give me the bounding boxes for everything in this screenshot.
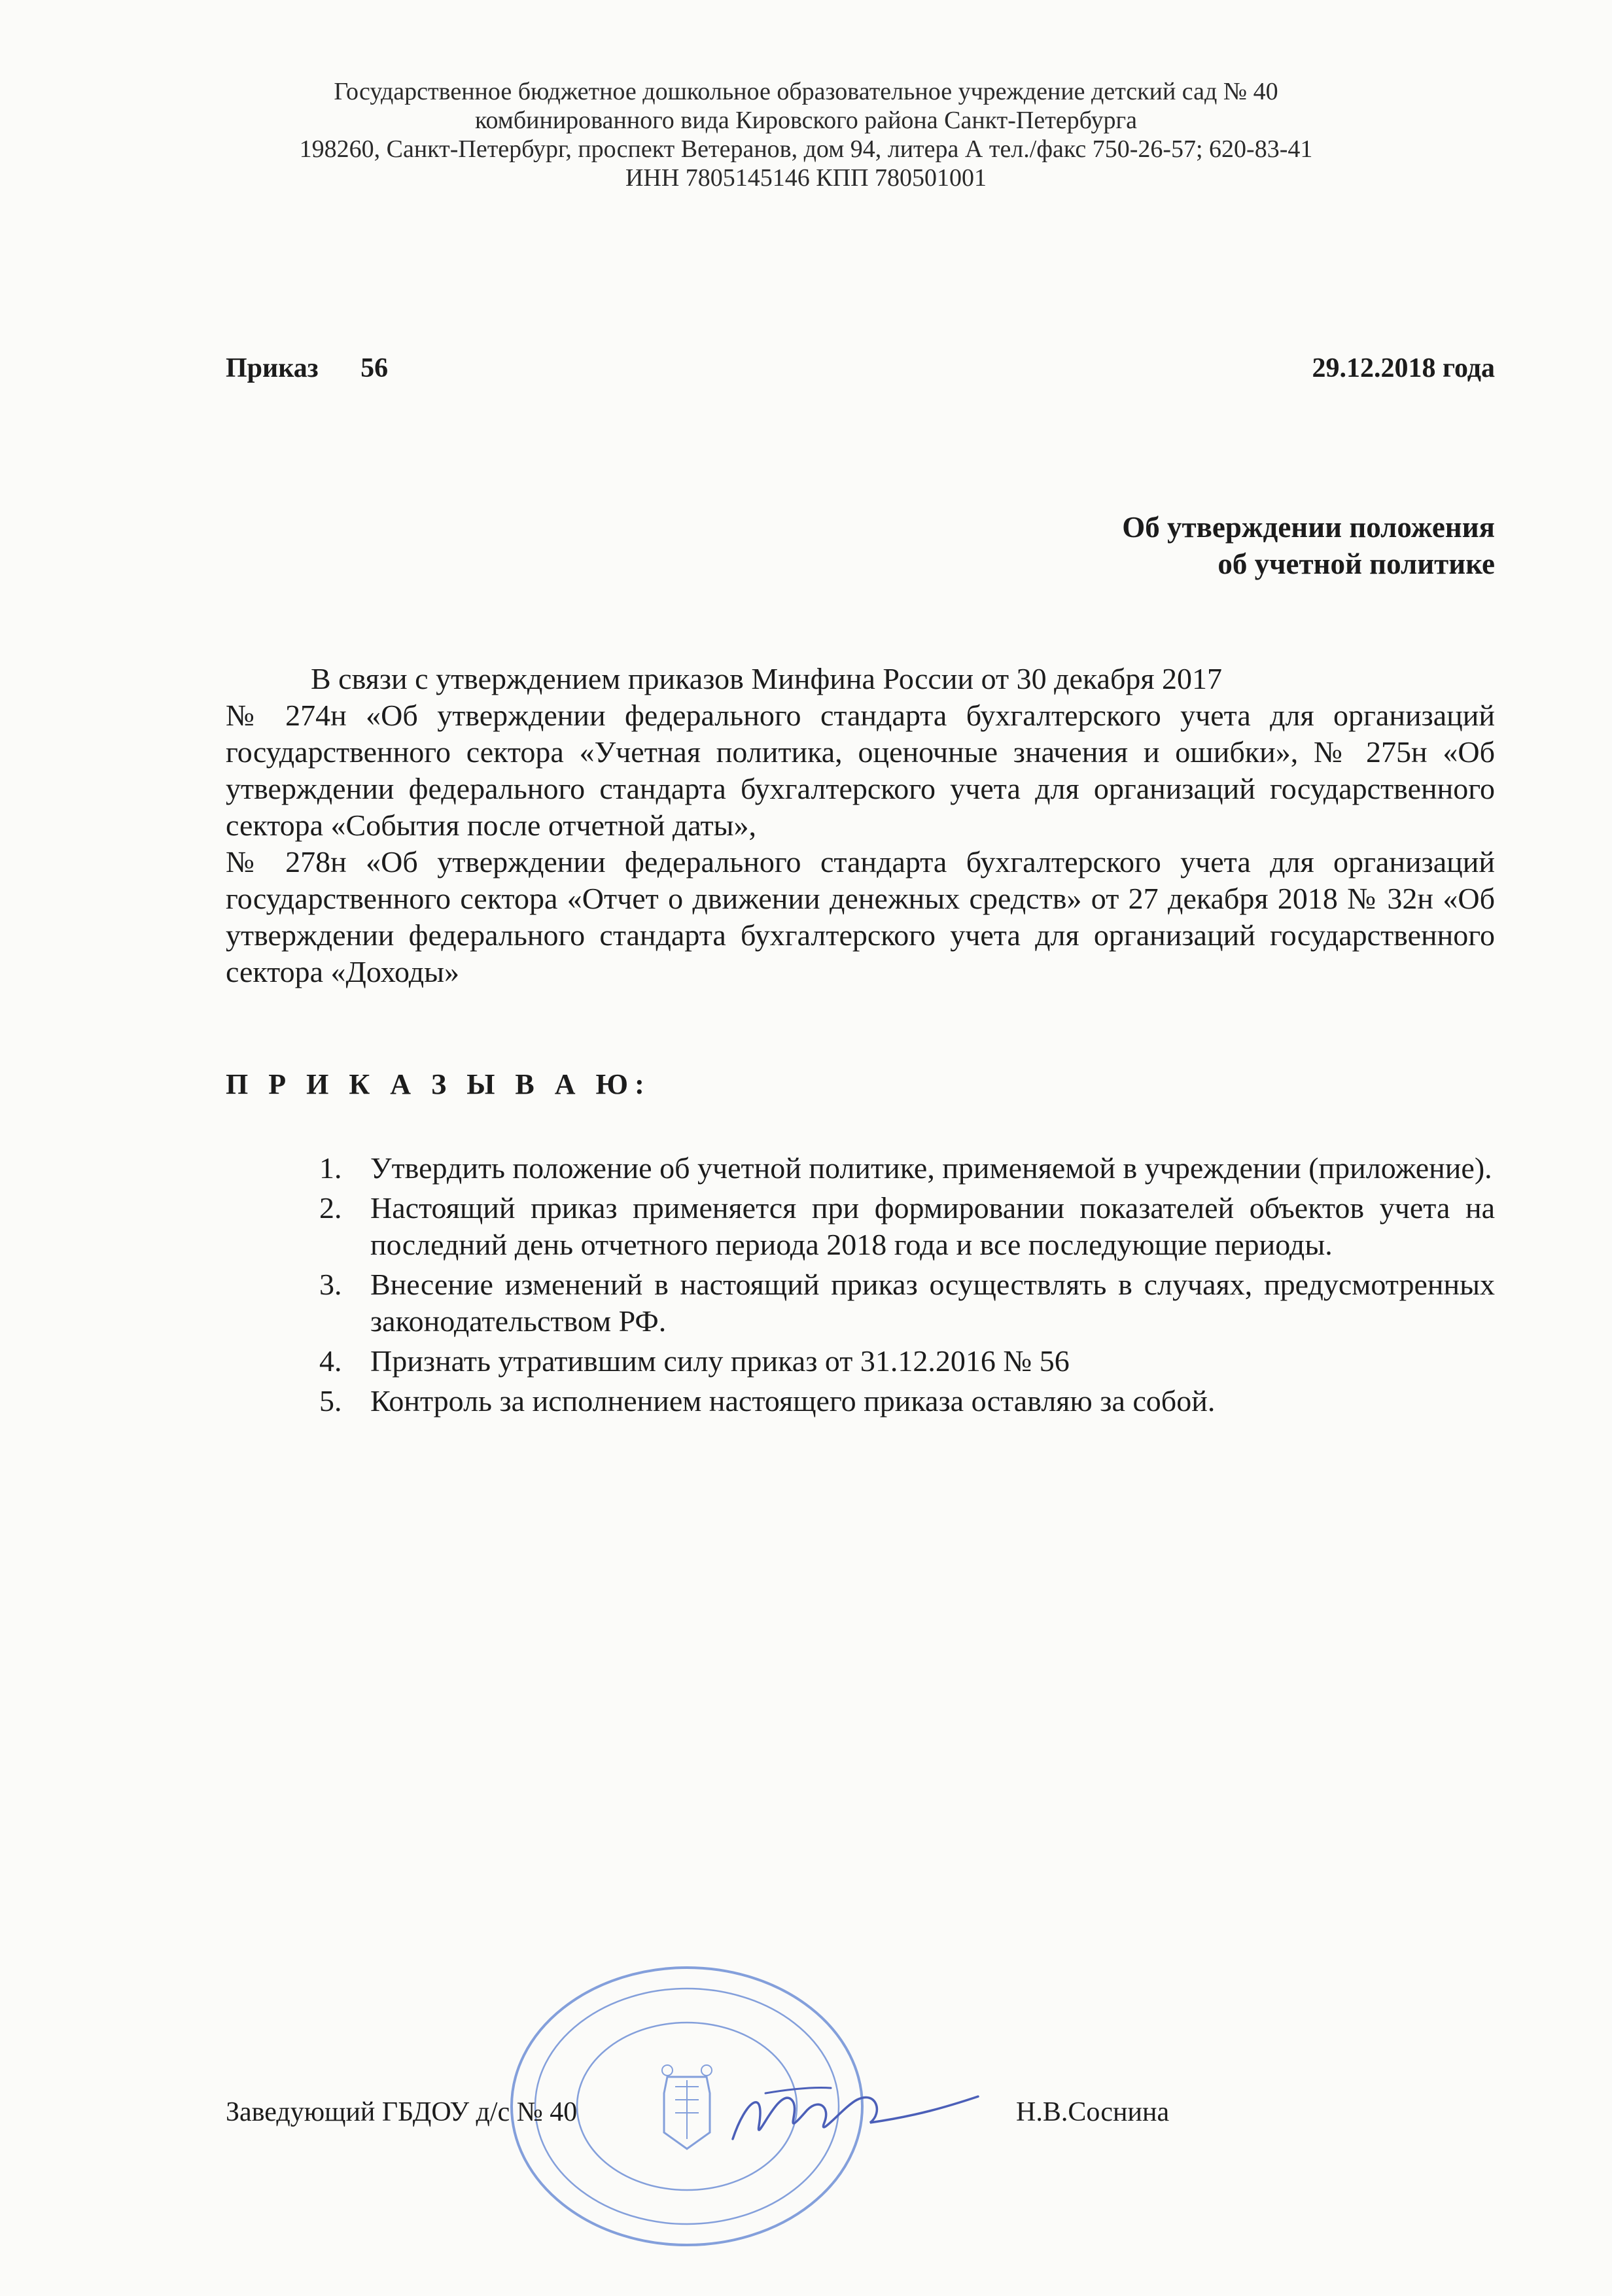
signatory-name: Н.В.Соснина [1016, 2097, 1170, 2127]
item-number: 4. [319, 1344, 342, 1378]
item-text: Настоящий приказ применяется при формировании показателей объектов учета на последний день отчетного периода 2018 года и все последующие периоды. [370, 1191, 1495, 1261]
order-item [319, 1190, 1495, 1263]
item-text: Контроль за исполнением настоящего приказа оставляю за собой. [370, 1384, 1216, 1418]
preamble-paragraph: № 274н «Об утверждении федерального стандарта бухгалтерского учета для организаций государственного сектора «Учетная политика, оценочные значения и ошибки», № 275н «Об утверждении федерального стандарта бухгалтерского учета для организаций государственного сектора «События после отчетной даты», [226, 699, 1495, 842]
item-number: 3. [319, 1268, 342, 1301]
letterhead-line: комбинированного вида Кировского района Санкт-Петербурга [474, 107, 1138, 134]
order-label: Приказ [226, 353, 319, 383]
signature-block [226, 2096, 1207, 2129]
order-item [319, 1150, 1495, 1187]
signatory-position: Заведующий ГБДОУ д/с № 40 [226, 2097, 578, 2127]
subject-line: Об утверждении положения [1122, 511, 1495, 544]
item-text: Утвердить положение об учетной политике, применяемой в учреждении (приложение). [370, 1151, 1492, 1185]
preamble-paragraph: № 278н «Об утверждении федерального стандарта бухгалтерского учета для организаций государственного сектора «Отчет о движении денежных средств» от 27 декабря 2018 № 32н «Об утверждении федерального стандарта бухгалтерского учета для организаций государственного сектора «Доходы» [226, 845, 1495, 988]
letterhead-line: Государственное бюджетное дошкольное образовательное учреждение детский сад № 40 [334, 78, 1278, 105]
order-items [319, 1150, 1495, 1423]
item-number: 2. [319, 1191, 342, 1225]
preamble [226, 661, 1495, 990]
item-text: Внесение изменений в настоящий приказ осуществлять в случаях, предусмотренных законодательством РФ. [370, 1268, 1495, 1338]
order-number: 56 [360, 353, 389, 383]
order-date: 29.12.2018 года [1312, 353, 1495, 383]
order-item [319, 1383, 1495, 1419]
letterhead [0, 77, 1612, 192]
item-text: Признать утратившим силу приказ от 31.12.2016 № 56 [370, 1344, 1070, 1378]
preamble-paragraph: В связи с утверждением приказов Минфина России от 30 декабря 2017 [311, 662, 1223, 695]
order-item [319, 1266, 1495, 1340]
subject-line: об учетной политике [1218, 548, 1495, 580]
order-subject [1122, 509, 1495, 582]
order-item [319, 1343, 1495, 1380]
item-number: 1. [319, 1151, 342, 1185]
decree-heading: П Р И К А З Ы В А Ю: [226, 1068, 651, 1100]
letterhead-line: 198260, Санкт-Петербург, проспект Ветеранов, дом 94, литера А тел./факс 750-26-57; 620-83-41 [299, 135, 1313, 163]
letterhead-line: ИНН 7805145146 КПП 780501001 [625, 164, 987, 192]
order-line [226, 352, 1495, 385]
item-number: 5. [319, 1384, 342, 1418]
